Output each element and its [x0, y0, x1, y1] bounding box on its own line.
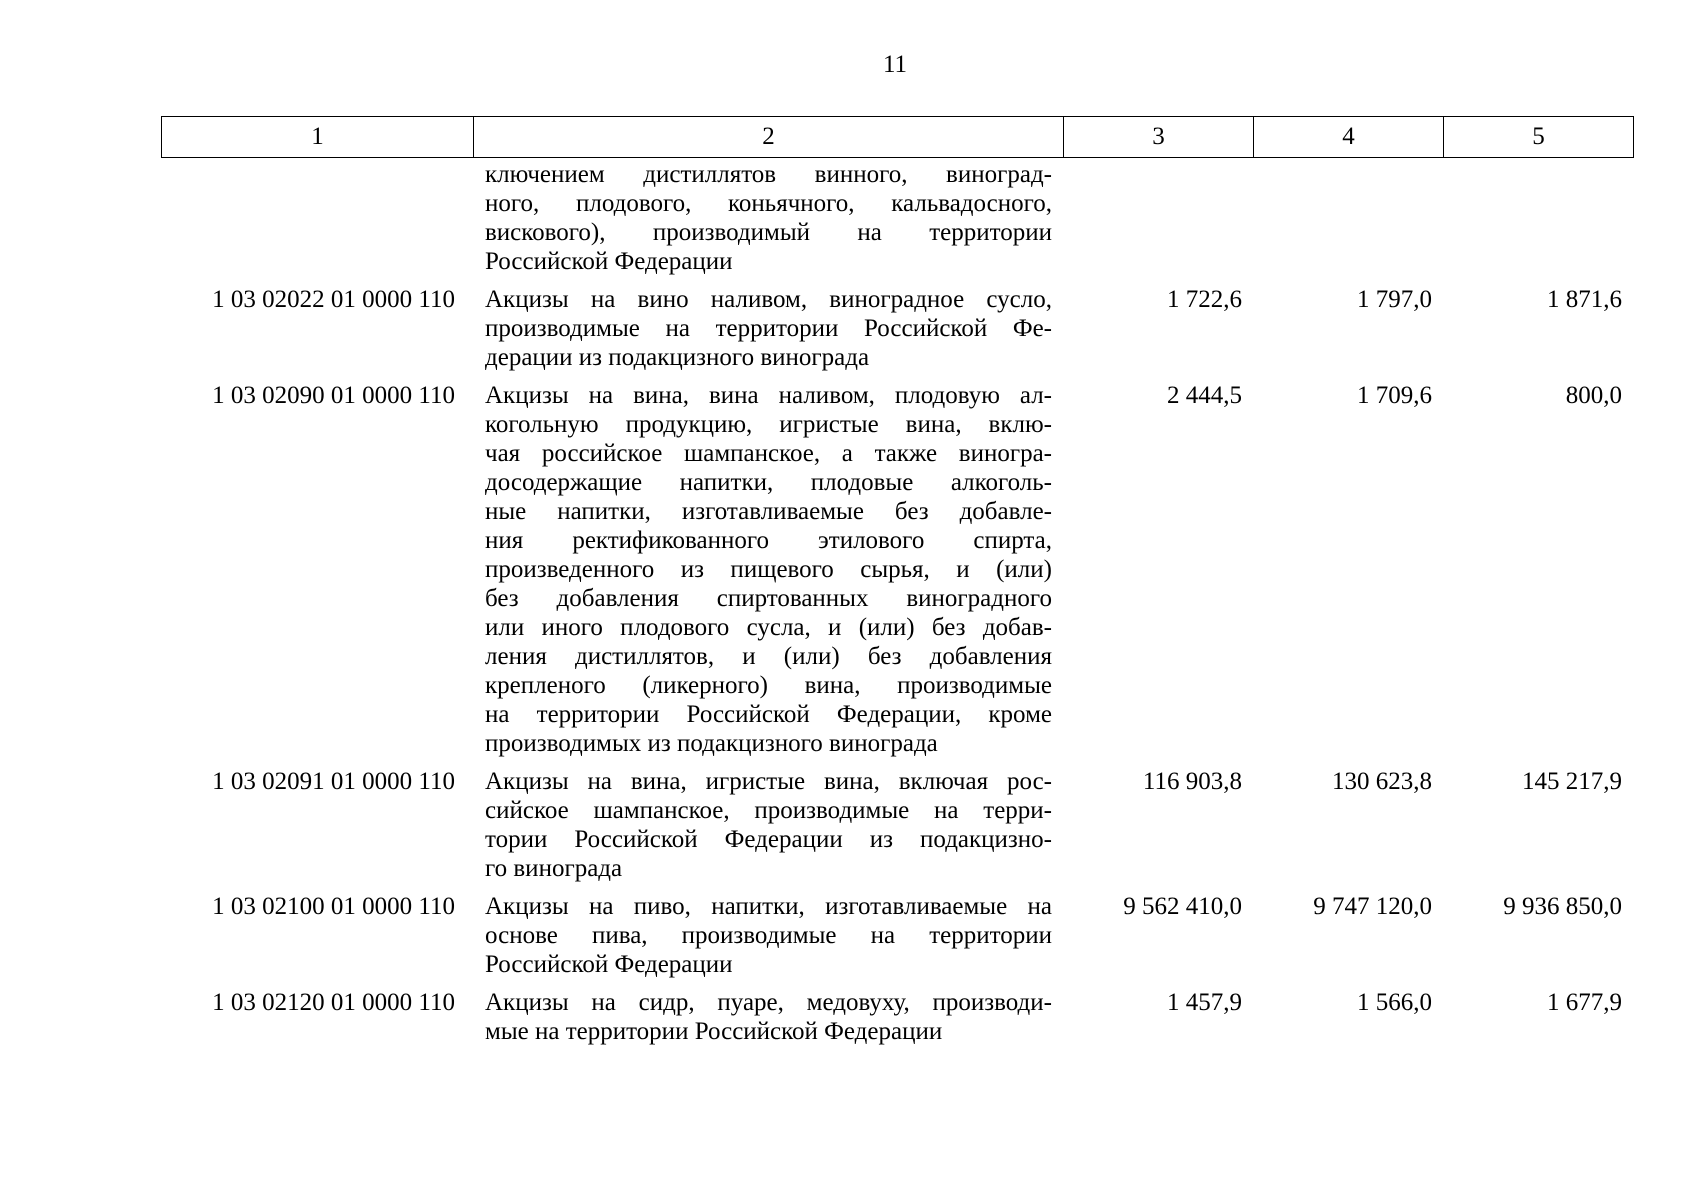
row-code — [161, 160, 473, 276]
header-col-2: 2 — [474, 117, 1064, 158]
table-row — [161, 979, 1633, 1046]
row-description — [473, 758, 1063, 883]
description-line: ключением дистиллятов винного, виноград- — [485, 161, 1052, 188]
description-line: го винограда — [485, 855, 623, 882]
description-line: когольную продукцию, игристые вина, вклю- — [485, 411, 1052, 438]
description-line: Акцизы на вино наливом, виноградное сусло, — [485, 286, 1052, 313]
row-value-col-5: 145 217,9 — [1522, 768, 1622, 795]
table-header — [161, 116, 1634, 158]
description-line: ные напитки, изготавливаемые без добавле- — [485, 498, 1052, 525]
description-line: Акцизы на сидр, пуаре, медовуху, производи- — [485, 989, 1052, 1016]
row-description — [473, 883, 1063, 979]
description-line: или иного плодового сусла, и (или) без добав- — [485, 614, 1052, 641]
description-line: Российской Федерации — [485, 951, 733, 978]
description-line: ного, плодового, коньячного, кальвадосного, — [485, 190, 1052, 217]
row-code: 1 03 02090 01 0000 110 — [212, 382, 455, 409]
description-line: тории Российской Федерации из подакцизно- — [485, 826, 1052, 853]
row-value-col-4: 1 709,6 — [1357, 382, 1432, 409]
table-row — [161, 758, 1633, 883]
table-row — [161, 160, 1633, 276]
row-value-col-3: 1 722,6 — [1167, 286, 1242, 313]
description-line: производимые на территории Российской Фе- — [485, 315, 1052, 342]
page-number: 11 — [882, 51, 908, 78]
description-line: без добавления спиртованных виноградного — [485, 585, 1052, 612]
description-line: крепленого (ликерного) вина, производимые — [485, 672, 1052, 699]
row-value-col-5: 1 677,9 — [1547, 989, 1622, 1016]
description-line: мые на территории Российской Федерации — [485, 1018, 943, 1045]
description-line: Акцизы на вина, вина наливом, плодовую ал- — [485, 382, 1052, 409]
row-description — [473, 276, 1063, 372]
row-description — [473, 979, 1063, 1046]
row-code: 1 03 02022 01 0000 110 — [212, 286, 455, 313]
row-value-col-5: 1 871,6 — [1547, 286, 1622, 313]
header-row — [162, 117, 1634, 158]
row-code: 1 03 02120 01 0000 110 — [212, 989, 455, 1016]
table-row — [161, 276, 1633, 372]
row-code: 1 03 02100 01 0000 110 — [212, 893, 455, 920]
header-col-4: 4 — [1254, 117, 1444, 158]
row-value-col-3: 116 903,8 — [1142, 768, 1242, 795]
table-body — [161, 160, 1633, 1046]
description-line: ления дистиллятов, и (или) без добавления — [485, 643, 1052, 670]
row-value-col-4: 130 623,8 — [1332, 768, 1432, 795]
row-description — [473, 372, 1063, 758]
description-line: Акцизы на вина, игристые вина, включая рос- — [485, 768, 1052, 795]
table-row — [161, 372, 1633, 758]
description-line: на территории Российской Федерации, кроме — [485, 701, 1052, 728]
description-line: дерации из подакцизного винограда — [485, 344, 870, 371]
description-line: ния ректификованного этилового спирта, — [485, 527, 1052, 554]
row-value-col-3 — [1063, 160, 1253, 276]
row-value-col-4: 1 797,0 — [1357, 286, 1432, 313]
description-line: произведенного из пищевого сырья, и (или) — [485, 556, 1052, 583]
header-col-5: 5 — [1444, 117, 1634, 158]
table-rows — [161, 160, 1633, 1046]
row-value-col-4: 9 747 120,0 — [1313, 893, 1432, 920]
description-line: вискового), производимый на территории — [485, 219, 1052, 246]
description-line: Акцизы на пиво, напитки, изготавливаемые на — [485, 893, 1052, 920]
description-line: основе пива, производимые на территории — [485, 922, 1052, 949]
row-value-col-3: 2 444,5 — [1167, 382, 1242, 409]
table-row — [161, 883, 1633, 979]
header-col-1: 1 — [162, 117, 474, 158]
description-line: производимых из подакцизного винограда — [485, 730, 938, 757]
description-line: досодержащие напитки, плодовые алкоголь- — [485, 469, 1052, 496]
row-value-col-3: 9 562 410,0 — [1123, 893, 1242, 920]
row-value-col-5: 9 936 850,0 — [1503, 893, 1622, 920]
row-value-col-4: 1 566,0 — [1357, 989, 1432, 1016]
row-value-col-3: 1 457,9 — [1167, 989, 1242, 1016]
row-code: 1 03 02091 01 0000 110 — [212, 768, 455, 795]
description-line: сийское шампанское, производимые на терри- — [485, 797, 1052, 824]
row-value-col-5 — [1443, 160, 1633, 276]
row-value-col-5: 800,0 — [1565, 382, 1622, 409]
header-col-3: 3 — [1064, 117, 1254, 158]
description-line: чая российское шампанское, а также виногра- — [485, 440, 1052, 467]
row-value-col-4 — [1253, 160, 1443, 276]
row-description — [473, 160, 1063, 276]
description-line: Российской Федерации — [485, 248, 733, 275]
